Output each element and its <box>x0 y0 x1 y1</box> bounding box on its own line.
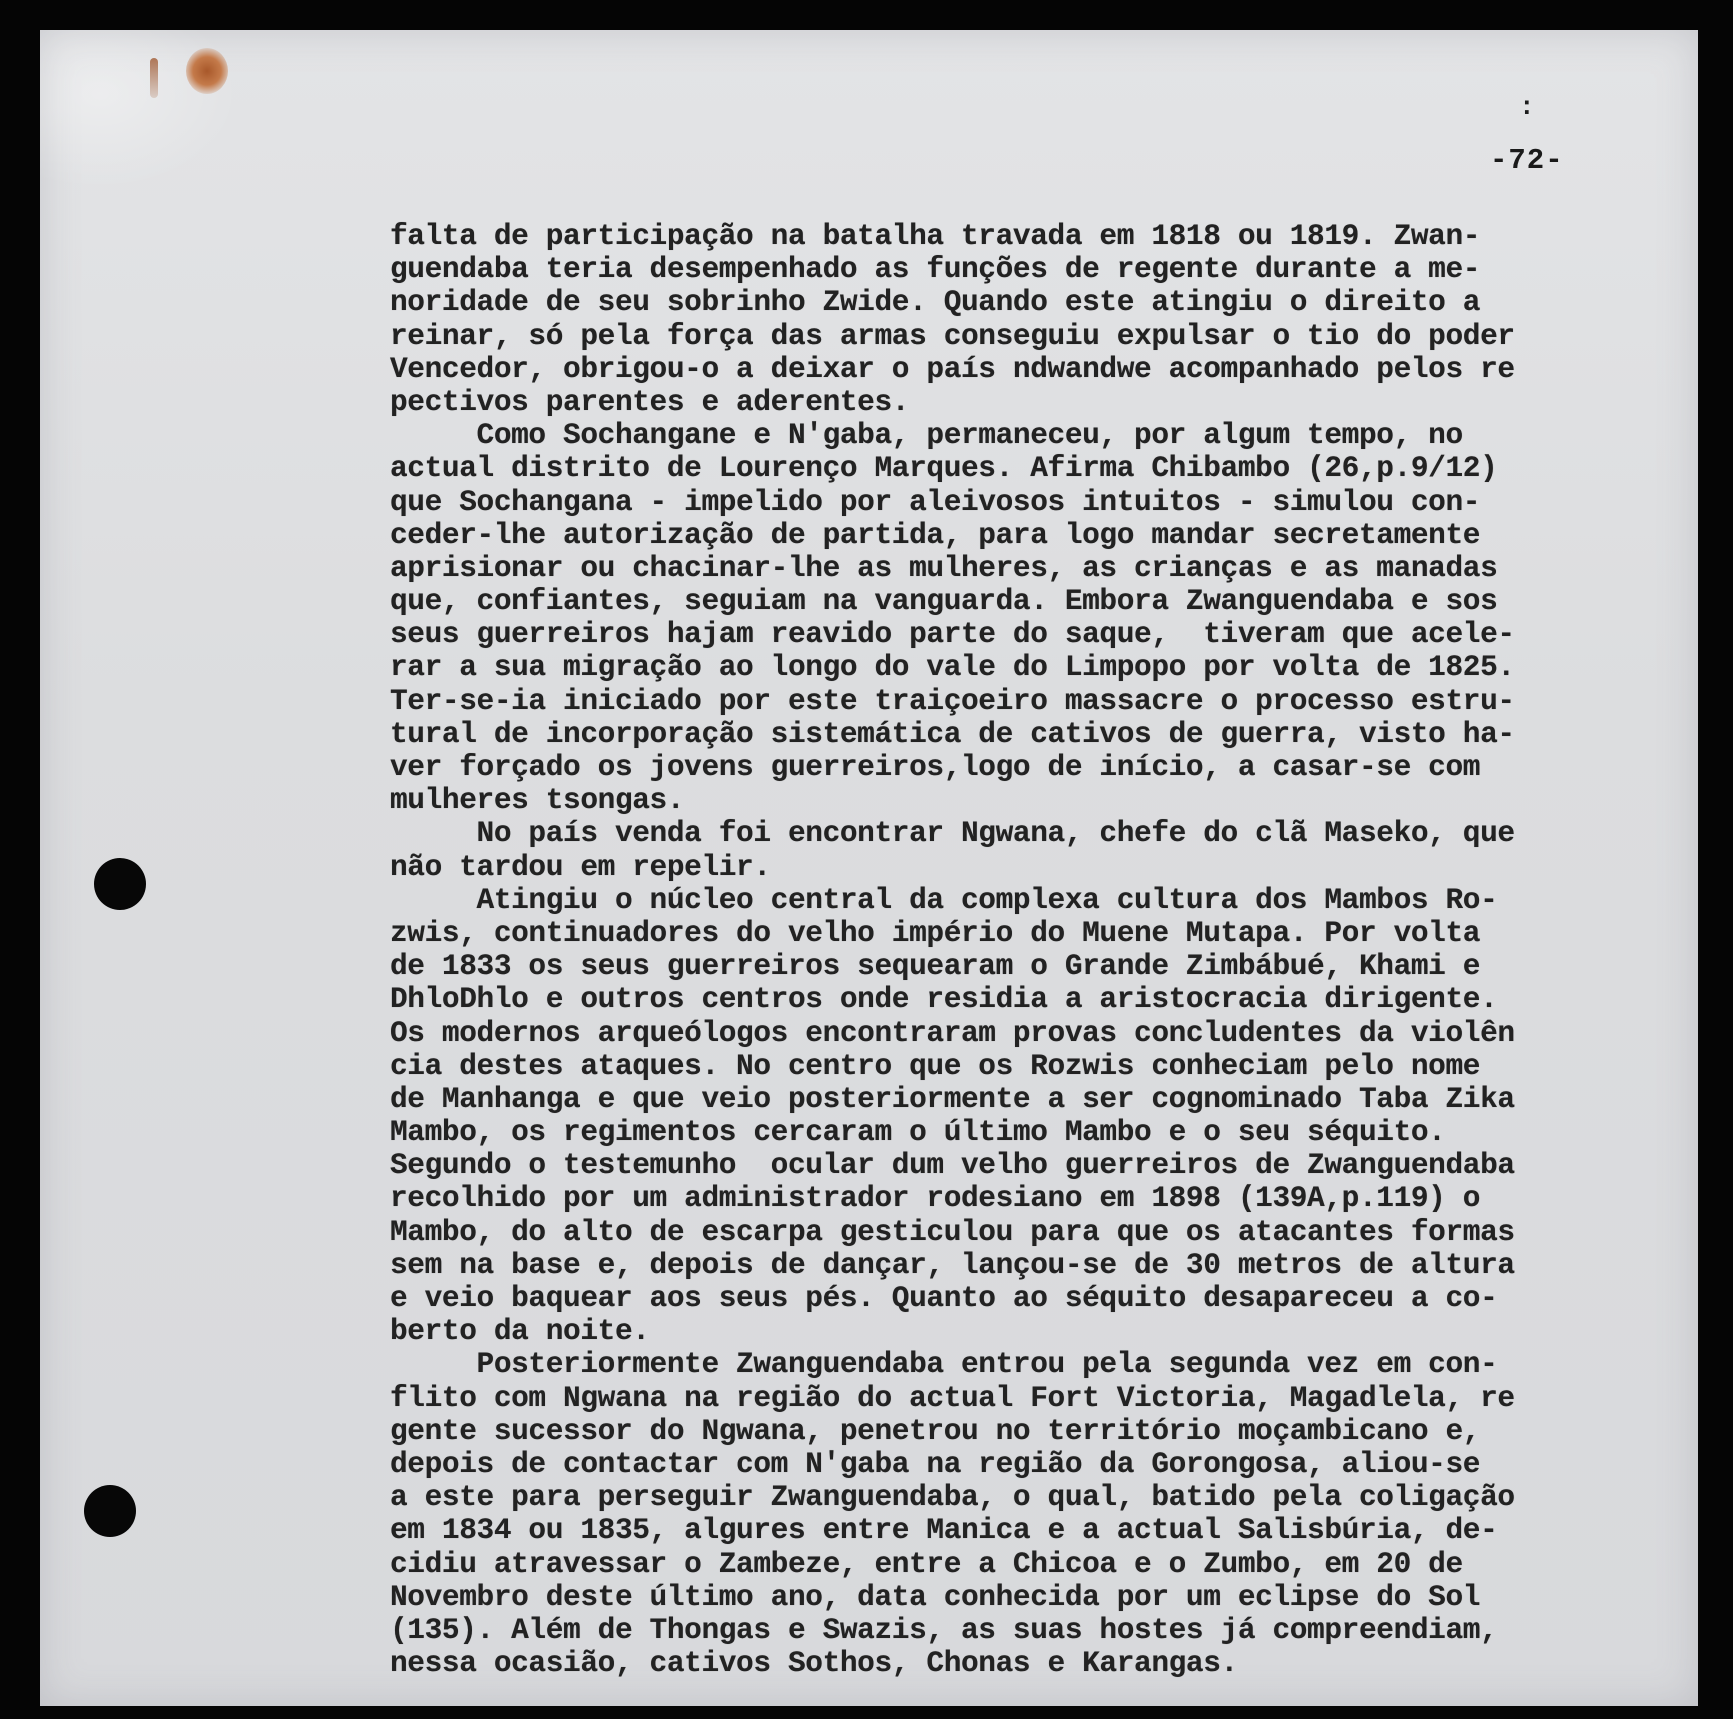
text-line: (135). Além de Thongas e Swazis, as suas hostes já compreendiam, <box>390 1612 1498 1647</box>
text-line: de 1833 os seus guerreiros sequearam o Grande Zimbábué, Khami e <box>390 949 1481 984</box>
body-text <box>390 220 1700 1680</box>
text-line: em 1834 ou 1835, algures entre Manica e a actual Salisbúria, de- <box>390 1513 1498 1548</box>
text-line: depois de contactar com N'gaba na região da Gorongosa, aliou-se <box>390 1446 1481 1481</box>
rust-stain <box>186 48 228 94</box>
text-line: a este para perseguir Zwanguendaba, o qual, batido pela coligação <box>390 1480 1515 1515</box>
text-line: guendaba teria desempenhado as funções de regente durante a me- <box>390 252 1481 287</box>
text-line: de Manhanga e que veio posteriormente a ser cognominado Taba Zika <box>390 1081 1515 1116</box>
rust-streak <box>150 58 158 98</box>
text-line: não tardou em repelir. <box>390 849 771 884</box>
text-line: ver forçado os jovens guerreiros,logo de início, a casar-se com <box>390 750 1481 784</box>
text-line: ceder-lhe autorização de partida, para logo mandar secretamente <box>390 517 1481 552</box>
text-line: Como Sochangane e N'gaba, permaneceu, por algum tempo, no <box>390 418 1463 453</box>
text-line: noridade de seu sobrinho Zwide. Quando este atingiu o direito a <box>390 285 1481 320</box>
text-line: Segundo o testemunho ocular dum velho guerreiros de Zwanguendaba <box>390 1148 1515 1183</box>
text-line: DhloDhlo e outros centros onde residia a aristocracia dirigente. <box>390 982 1498 1017</box>
text-line: aprisionar ou chacinar-lhe as mulheres, as crianças e as manadas <box>390 550 1498 585</box>
text-line: Os modernos arqueólogos encontraram provas concludentes da violên <box>390 1015 1515 1050</box>
text-line: Atingiu o núcleo central da complexa cultura dos Mambos Ro- <box>390 882 1498 917</box>
text-line: berto da noite. <box>390 1314 650 1349</box>
text-line: gente sucessor do Ngwana, penetrou no território moçambicano e, <box>390 1413 1481 1448</box>
text-line: que Sochangana - impelido por aleivosos intuitos - simulou con- <box>390 484 1481 519</box>
page-number: -72- <box>1490 144 1564 177</box>
text-line: No país venda foi encontrar Ngwana, chefe do clã Maseko, que <box>390 816 1515 851</box>
text-line: e veio baquear aos seus pés. Quanto ao séquito desapareceu a co- <box>390 1281 1498 1315</box>
text-line: rar a sua migração ao longo do vale do Limpopo por volta de 1825. <box>390 650 1515 685</box>
text-line: recolhido por um administrador rodesiano em 1898 (139A,p.119) o <box>390 1181 1481 1216</box>
text-line: actual distrito de Lourenço Marques. Afirma Chibambo (26,p.9/12) <box>390 451 1498 486</box>
text-line: reinar, só pela força das armas conseguiu expulsar o tio do poder <box>390 318 1515 353</box>
text-line: seus guerreiros hajam reavido parte do saque, tiveram que acele- <box>390 617 1515 652</box>
page-marker: : <box>1519 92 1535 122</box>
punch-hole-top <box>94 858 146 910</box>
text-line: falta de participação na batalha travada em 1818 ou 1819. Zwan- <box>390 219 1481 253</box>
text-line: zwis, continuadores do velho império do Muene Mutapa. Por volta <box>390 915 1481 950</box>
text-line: Mambo, do alto de escarpa gesticulou para que os atacantes formas <box>390 1214 1515 1249</box>
text-line: cidiu atravessar o Zambeze, entre a Chicoa e o Zumbo, em 20 de <box>390 1546 1463 1581</box>
text-line: Posteriormente Zwanguendaba entrou pela segunda vez em con- <box>390 1347 1498 1382</box>
text-line: Vencedor, obrigou-o a deixar o país ndwandwe acompanhado pelos re <box>390 351 1515 386</box>
text-line: nessa ocasião, cativos Sothos, Chonas e Karangas. <box>390 1646 1238 1681</box>
text-line: que, confiantes, seguiam na vanguarda. Embora Zwanguendaba e sos <box>390 584 1498 619</box>
text-line: tural de incorporação sistemática de cativos de guerra, visto ha- <box>390 716 1515 751</box>
text-line: pectivos parentes e aderentes. <box>390 384 910 419</box>
text-line: flito com Ngwana na região do actual Fort Victoria, Magadlela, re <box>390 1380 1515 1415</box>
text-line: Novembro deste último ano, data conhecida por um eclipse do Sol <box>390 1579 1481 1614</box>
text-line: cia destes ataques. No centro que os Rozwis conheciam pelo nome <box>390 1048 1481 1083</box>
text-line: Ter-se-ia iniciado por este traiçoeiro massacre o processo estru- <box>390 683 1515 718</box>
text-line: sem na base e, depois de dançar, lançou-se de 30 metros de altura <box>390 1247 1515 1282</box>
text-line: mulheres tsongas. <box>390 783 685 818</box>
punch-hole-bottom <box>84 1485 136 1537</box>
text-line: Mambo, os regimentos cercaram o último Mambo e o seu séquito. <box>390 1115 1446 1150</box>
